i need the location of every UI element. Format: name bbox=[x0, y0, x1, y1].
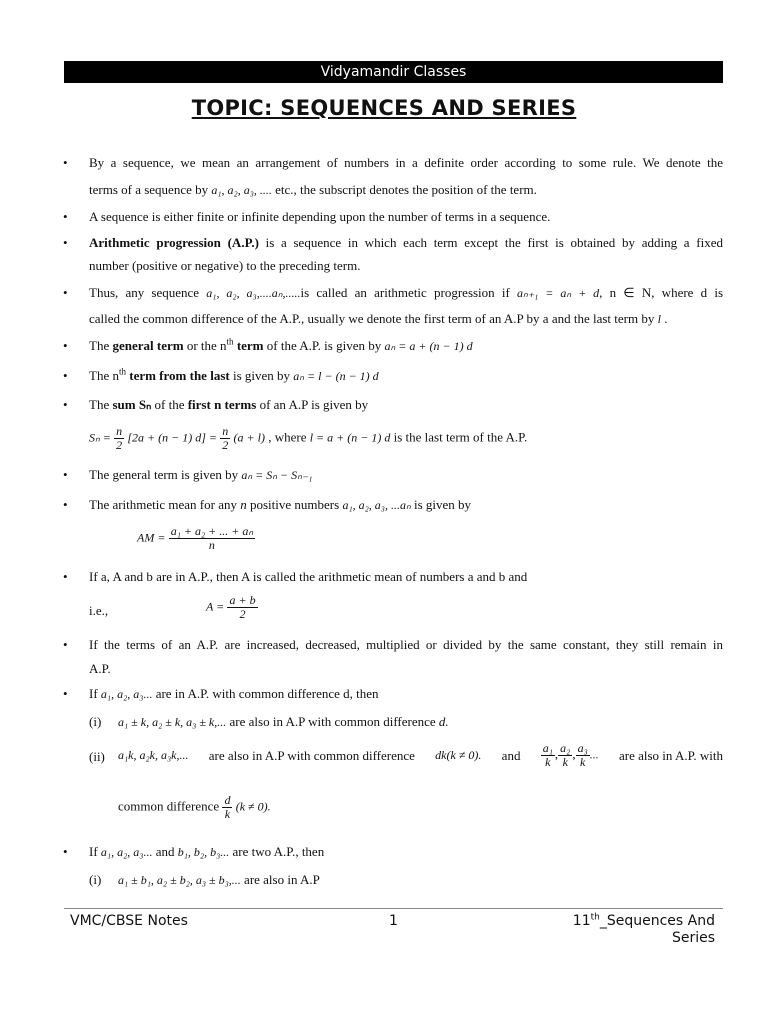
paragraph-constant-ops-line2: A.P. bbox=[89, 661, 111, 676]
paragraph-sum: The sum Sₙ of the first n terms of an A.P is given by bbox=[89, 397, 369, 412]
bullet: • bbox=[63, 497, 68, 512]
paragraph-ap-sequence-line1: Thus, any sequence a₁, a₂, a₃,....aₙ,.....is called an arithmetic progression if aₙ₊₁ = aₙ + d, n ∈ N, where d is bbox=[89, 285, 724, 300]
bullet: • bbox=[63, 467, 68, 482]
formula-a-mean: A = $\frac{a + b}{2}$ bbox=[206, 593, 256, 621]
paragraph-mean-of-two: If a, A and b are in A.P., then A is called the arithmetic mean of numbers a and b and bbox=[89, 569, 528, 584]
paragraph-general-term: The general term or the $n^{th}$ term of the A.P. is given by aₙ = a + (n − 1) d bbox=[89, 336, 473, 353]
formula-term-from-last: aₙ = l − (n − 1) d bbox=[293, 369, 379, 383]
bullet: • bbox=[63, 397, 68, 412]
paragraph-finite-infinite: A sequence is either finite or infinite depending upon the number of terms in a sequence. bbox=[89, 209, 551, 224]
footer-page-number: 1 bbox=[389, 913, 398, 929]
paragraph-ap-definition-line2: number (positive or negative) to the preceding term. bbox=[89, 258, 361, 273]
bullet: • bbox=[63, 686, 68, 701]
formula-general-term: aₙ = a + (n − 1) d bbox=[384, 339, 473, 353]
item-ii-line2: common difference $\frac{d}{k}$ (k ≠ 0). bbox=[118, 793, 271, 821]
paragraph-general-term-sum: The general term is given by aₙ = Sₙ − Sₙ₋₁ bbox=[89, 467, 313, 482]
item-i-label: (i) bbox=[89, 714, 102, 729]
bullet: • bbox=[63, 235, 68, 250]
bullet: • bbox=[63, 368, 68, 383]
formula-sum: Sₙ = $\frac{n}{2}$ [2a + (n − 1) d] = $\frac{n}{2}$ (a + l) , where l = a + (n − 1) d is the last term of the A.P. bbox=[89, 424, 528, 452]
item-i-text: a₁ ± k, a₂ ± k, a₃ ± k,... are also in A.P with common difference d. bbox=[118, 714, 449, 729]
paragraph-definition-line2: terms of a sequence by a₁, a₂, a₃, .... etc., the subscript denotes the position of the term. bbox=[89, 182, 537, 197]
bullet: • bbox=[63, 209, 68, 224]
footer-left: VMC/CBSE Notes bbox=[70, 913, 188, 929]
header-banner: Vidyamandir Classes bbox=[64, 61, 723, 83]
paragraph-definition-line1: By a sequence, we mean an arrangement of numbers in a definite order according to some rule. We denote the bbox=[89, 155, 723, 170]
page-title: TOPIC: SEQUENCES AND SERIES bbox=[191, 96, 577, 120]
paragraph-term-from-last: The $n^{th}$ term from the last is given by aₙ = l − (n − 1) d bbox=[89, 366, 379, 383]
bullet: • bbox=[63, 569, 68, 584]
bullet: • bbox=[63, 155, 68, 170]
paragraph-ap-definition-line1: Arithmetic progression (A.P.) is a sequence in which each term except the first is obtained by adding a fixed bbox=[89, 235, 724, 250]
paragraph-arithmetic-mean: The arithmetic mean for any n positive numbers a₁, a₂, a₃, ...aₙ is given by bbox=[89, 497, 472, 512]
bullet: • bbox=[63, 844, 68, 859]
bullet: • bbox=[63, 338, 68, 353]
paragraph-ap-sequence-line2: called the common difference of the A.P., usually we denote the first term of an A.P by a and the last term by l . bbox=[89, 311, 668, 326]
item-j-label: (i) bbox=[89, 872, 102, 887]
paragraph-if-ap: If a₁, a₂, a₃... are in A.P. with common difference d, then bbox=[89, 686, 379, 701]
paragraph-constant-ops-line1: If the terms of an A.P. are increased, decreased, multiplied or divided by the same constant, they still remain in bbox=[89, 637, 723, 652]
bullet: • bbox=[63, 285, 68, 300]
footer-right: 11th_Sequences And Series bbox=[572, 912, 715, 946]
formula-am: AM = $\frac{\text{a₁ + a₂ + ... + aₙ}}{n}$ bbox=[137, 524, 254, 552]
ie-label: i.e., bbox=[89, 603, 109, 618]
paragraph-two-aps: If a₁, a₂, a₃... and b₁, b₂, b₃... are two A.P., then bbox=[89, 844, 325, 859]
footer-divider bbox=[64, 908, 723, 909]
formula-terms: a₁, a₂, a₃, .... bbox=[211, 183, 272, 197]
item-ii-label: (ii) bbox=[89, 749, 105, 764]
item-j-text: a₁ ± b₁, a₂ ± b₂, a₃ ± b₃,... are also in A.P bbox=[118, 872, 320, 887]
item-ii-text: a₁k, a₂k, a₃k,... are also in A.P with common difference dk(k ≠ 0). and $\frac{\text{a₁}}{k}$ , $\frac{\text{a₂}}{k}$ , $\frac{\text{a₃}}{k}$ ... are also in A.P. with bbox=[118, 741, 723, 769]
bullet: • bbox=[63, 637, 68, 652]
